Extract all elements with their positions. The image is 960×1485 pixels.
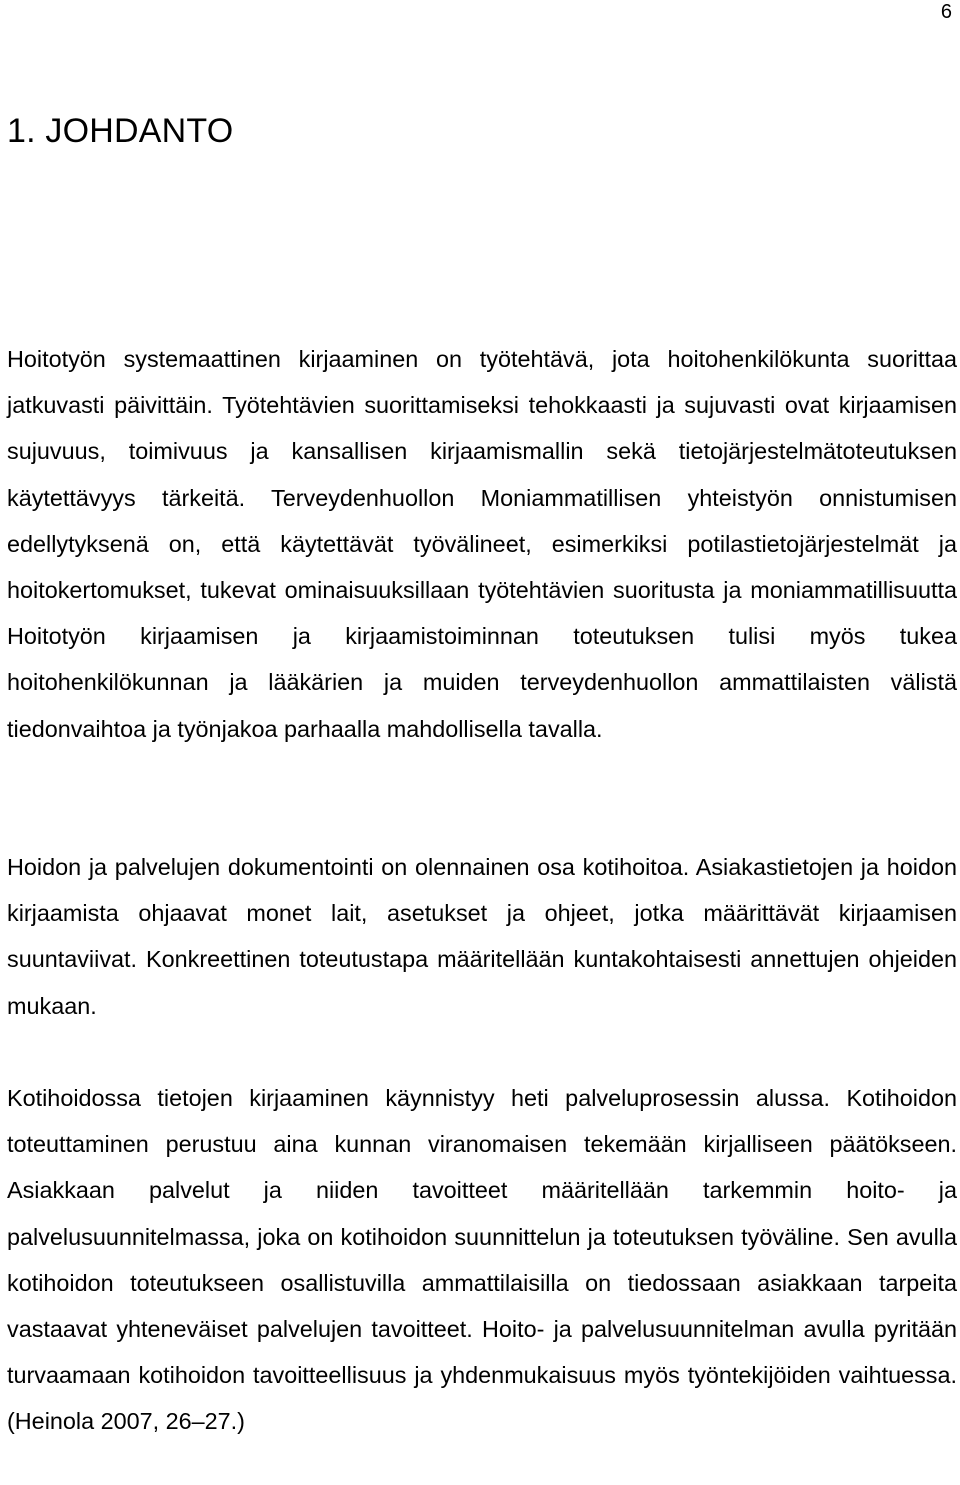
chapter-heading: 1. JOHDANTO [7, 112, 234, 150]
paragraph-2: Hoidon ja palvelujen dokumentointi on olennainen osa kotihoitoa. Asiakastietojen ja hoidon kirjaamista ohjaavat monet lait, asetukset ja ohjeet, jotka määrittävät kirjaamisen suuntaviivat. Konkreettinen toteutustapa määritellään kuntakohtaisesti annettujen ohjeiden mukaan. [7, 854, 957, 1019]
paragraph-3: Kotihoidossa tietojen kirjaaminen käynnistyy heti palveluprosessin alussa. Kotihoidon toteuttaminen perustuu aina kunnan viranomaisen tekemään kirjalliseen päätökseen. Asiakkaan palvelut ja niiden tavoitteet määritellään tarkemmin hoito- ja palvelusuunnitelmassa, joka on kotihoidon suunnittelun ja toteutuksen työväline. Sen avulla kotihoidon toteutukseen osallistuvilla ammattilaisilla on tiedossaan asiakkaan tarpeita vastaavat yhteneväiset palvelujen tavoitteet. Hoito- ja palvelusuunnitelman avulla pyritään turvaamaan kotihoidon tavoitteellisuus ja yhdenmukaisuus myös työntekijöiden vaihtuessa. (Heinola 2007, 26–27.) [7, 1085, 957, 1435]
paragraph-1: Hoitotyön systemaattinen kirjaaminen on työtehtävä, jota hoitohenkilökunta suorittaa jatkuvasti päivittäin. Työtehtävien suorittamiseksi tehokkaasti ja sujuvasti ovat kirjaamisen sujuvuus, toimivuus ja kansallisen kirjaamismallin sekä tietojärjestelmätoteutuksen käytettävyys tärkeitä. Terveydenhuollon Moniammatillisen yhteistyön onnistumisen edellytyksenä on, että käytettävät työvälineet, esimerkiksi potilastietojärjestelmät ja hoitokertomukset, tukevat ominaisuuksillaan työtehtävien suoritusta ja moniammatillisuutta Hoitotyön kirjaamisen ja kirjaamistoiminnan toteutuksen tulisi myös tukea hoitohenkilökunnan ja lääkärien ja muiden terveydenhuollon ammattilaisten välistä tiedonvaihtoa ja työnjakoa parhaalla mahdollisella tavalla. [7, 346, 957, 742]
page-number: 6 [940, 1, 952, 23]
